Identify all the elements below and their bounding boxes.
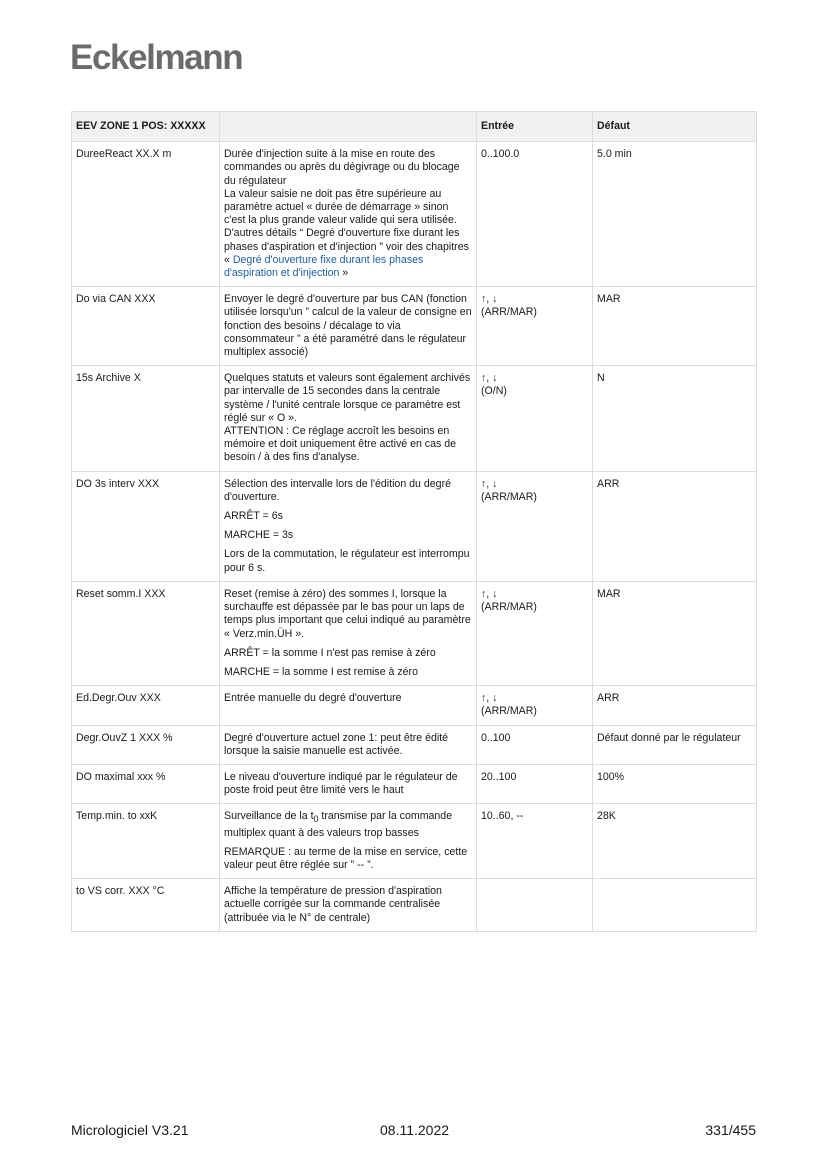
param-entry: 10..60, -- — [477, 804, 593, 879]
param-description: Le niveau d'ouverture indiqué par le régulateur de poste froid peut être limité vers le haut — [220, 764, 477, 803]
param-description — [220, 142, 477, 287]
param-entry — [477, 287, 593, 366]
param-name: DureeReact XX.X m — [72, 142, 220, 287]
chapter-link[interactable]: Degré d'ouverture fixe durant les phases d'aspiration et d'injection — [224, 253, 424, 280]
param-description — [220, 581, 477, 685]
param-name: Temp.min. to xxK — [72, 804, 220, 879]
entry-arrows: ↑, ↓ — [481, 587, 498, 600]
desc-text: Lors de la commutation, le régulateur est interrompu pour 6 s. — [224, 548, 470, 574]
table-row — [72, 471, 757, 581]
param-description: Envoyer le degré d'ouverture par bus CAN (fonction utilisée lorsqu'un ” calcul de la valeur de consigne en fonction des besoins / décalage to via consommateur ” a été paramétré dans le régulateur multiplex associé) — [220, 287, 477, 366]
desc-text: Durée d'injection suite à la mise en route des commandes ou après du dégivrage ou du blocage du régulateur — [224, 148, 460, 187]
table-row — [72, 879, 757, 932]
param-default: N — [593, 366, 757, 471]
param-entry — [477, 686, 593, 725]
desc-text: » — [339, 267, 349, 280]
table-row — [72, 287, 757, 366]
param-default: 5.0 min — [593, 142, 757, 287]
param-default: ARR — [593, 686, 757, 725]
table-row — [72, 725, 757, 764]
desc-part: transmise par la commande multiplex quant à des valeurs trop basses — [224, 810, 453, 839]
param-description: Affiche la température de pression d'aspiration actuelle corrigée sur la commande centralisée (attribuée via le N° de centrale) — [220, 879, 477, 932]
param-description — [220, 471, 477, 581]
entry-arrows: ↑, ↓ — [481, 293, 498, 306]
desc-option-off: ARRÊT = la somme I n'est pas remise à zéro — [224, 646, 436, 659]
param-name: Reset somm.I XXX — [72, 581, 220, 685]
param-name: Do via CAN XXX — [72, 287, 220, 366]
entry-options: (ARR/MAR) — [481, 705, 537, 718]
param-name: Ed.Degr.Ouv XXX — [72, 686, 220, 725]
table-header-row — [72, 112, 757, 142]
param-default — [593, 879, 757, 932]
desc-text: D'autres détails “ Degré d'ouverture fixe durant les phases d'aspiration et d'injection ” voir des chapitres « — [224, 227, 469, 266]
param-entry — [477, 471, 593, 581]
param-description — [220, 804, 477, 879]
subscript-zero: 0 — [313, 814, 319, 825]
desc-warning: ATTENTION : Ce réglage accroît les besoins en mémoire et doit uniquement être activé en cas de besoin / à des fins d'analyse. — [224, 425, 457, 464]
brand-logo: Eckelmann — [70, 38, 243, 77]
desc-option-on: MARCHE = 3s — [224, 529, 294, 542]
desc-text: Reset (remise à zéro) des sommes I, lorsque la surchauffe est dépassée par le bas pour un laps de temps plus important que celui indiqué au paramètre « Verz.min.ÜH ». — [224, 587, 471, 640]
param-name: 15s Archive X — [72, 366, 220, 471]
entry-arrows: ↑, ↓ — [481, 477, 498, 490]
table-row — [72, 142, 757, 287]
param-name: Degr.OuvZ 1 XXX % — [72, 725, 220, 764]
table-row — [72, 366, 757, 471]
table-row — [72, 581, 757, 685]
entry-range: 0..100.0 — [481, 148, 520, 161]
entry-arrows: ↑, ↓ — [481, 692, 498, 705]
param-entry — [477, 879, 593, 932]
desc-remark: REMARQUE : au terme de la mise en service, cette valeur peut être réglée sur ” -- ”. — [224, 845, 468, 872]
header-parameter: EEV ZONE 1 POS: XXXXX — [72, 112, 220, 142]
param-default: 100% — [593, 764, 757, 803]
param-description: Degré d'ouverture actuel zone 1: peut être édité lorsque la saisie manuelle est activée. — [220, 725, 477, 764]
param-default: MAR — [593, 581, 757, 685]
desc-text — [224, 810, 472, 840]
param-default: 28K — [593, 804, 757, 879]
footer-firmware-version: Micrologiciel V3.21 — [71, 1122, 189, 1138]
param-entry: 0..100 — [477, 725, 593, 764]
table-row — [72, 764, 757, 803]
desc-text: La valeur saisie ne doit pas être supérieure au paramètre actuel « durée de démarrage » sinon c'est la plus grande valeur valide qui sera utilisée. — [224, 187, 457, 227]
header-entry: Entrée — [477, 112, 593, 142]
param-description: Entrée manuelle du degré d'ouverture — [220, 686, 477, 725]
param-default: Défaut donné par le régulateur — [593, 725, 757, 764]
table-row — [72, 804, 757, 879]
param-name: DO maximal xxx % — [72, 764, 220, 803]
header-description — [220, 112, 477, 142]
param-entry — [477, 142, 593, 287]
header-default: Défaut — [593, 112, 757, 142]
entry-options: (ARR/MAR) — [481, 490, 537, 503]
param-default: ARR — [593, 471, 757, 581]
table-row — [72, 686, 757, 725]
param-entry — [477, 581, 593, 685]
desc-part: Surveillance de la t — [224, 810, 314, 823]
param-entry — [477, 366, 593, 471]
parameter-table — [71, 111, 757, 932]
param-entry: 20..100 — [477, 764, 593, 803]
footer-date: 08.11.2022 — [380, 1122, 450, 1138]
desc-option-off: ARRÊT = 6s — [224, 510, 283, 523]
param-default: MAR — [593, 287, 757, 366]
entry-options: (O/N) — [481, 385, 507, 398]
footer-page-number: 331/455 — [705, 1122, 756, 1138]
param-name: to VS corr. XXX °C — [72, 879, 220, 932]
entry-options: (ARR/MAR) — [481, 306, 537, 319]
entry-options: (ARR/MAR) — [481, 601, 537, 614]
entry-arrows: ↑, ↓ — [481, 372, 498, 385]
desc-text: Quelques statuts et valeurs sont également archivés par intervalle de 15 secondes dans la centrale système / l'unité centrale lorsque ce paramètre est réglé sur « O ». — [224, 372, 471, 424]
desc-option-on: MARCHE = la somme I est remise à zéro — [224, 665, 418, 678]
param-name: DO 3s interv XXX — [72, 471, 220, 581]
param-description — [220, 366, 477, 471]
desc-text: Sélection des intervalle lors de l'édition du degré d'ouverture. — [224, 477, 451, 503]
